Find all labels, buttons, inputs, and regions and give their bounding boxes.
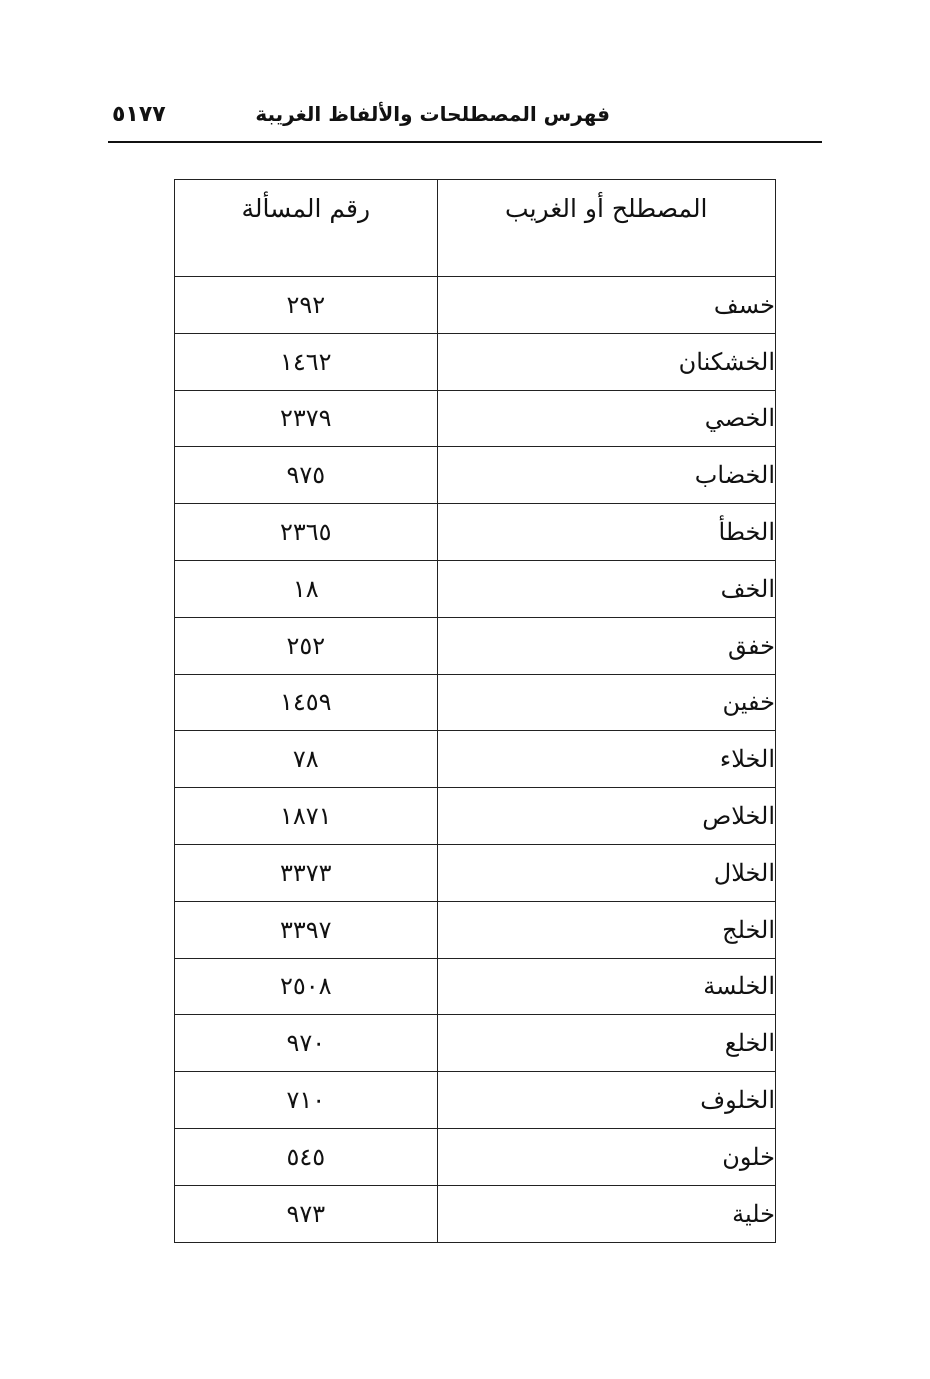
- number-cell: ١٤٥٩: [175, 674, 438, 731]
- table-row: [175, 1015, 776, 1072]
- number-cell: ٩٧٣: [175, 1185, 438, 1242]
- term-cell: الخصي: [437, 390, 775, 447]
- header-rule: [108, 141, 822, 143]
- term-cell: الخطأ: [437, 504, 775, 561]
- number-cell: ٣٣٩٧: [175, 901, 438, 958]
- term-cell: الخف: [437, 560, 775, 617]
- header-number: رقم المسألة: [175, 180, 438, 277]
- running-title: فهرس المصطلحات والألفاظ الغريبة: [255, 102, 610, 126]
- term-cell: خلية: [437, 1185, 775, 1242]
- table-row: [175, 1072, 776, 1129]
- term-cell: الخلع: [437, 1015, 775, 1072]
- term-cell: الخلال: [437, 844, 775, 901]
- table-row: [175, 1128, 776, 1185]
- table-row: [175, 731, 776, 788]
- term-cell: الخلاص: [437, 788, 775, 845]
- table-row: [175, 390, 776, 447]
- number-cell: ٧١٠: [175, 1072, 438, 1129]
- term-cell: خفين: [437, 674, 775, 731]
- number-cell: ٢٥٠٨: [175, 958, 438, 1015]
- term-cell: الخلاء: [437, 731, 775, 788]
- number-cell: ١٨: [175, 560, 438, 617]
- table-row: [175, 504, 776, 561]
- index-table: [174, 179, 776, 1243]
- table-row: [175, 901, 776, 958]
- number-cell: ١٤٦٢: [175, 333, 438, 390]
- page-header: [108, 100, 822, 136]
- page-number: ٥١٧٧: [112, 102, 166, 127]
- table-row: [175, 447, 776, 504]
- term-cell: الخلسة: [437, 958, 775, 1015]
- table-header-row: [175, 180, 776, 277]
- table-row: [175, 277, 776, 334]
- number-cell: ٥٤٥: [175, 1128, 438, 1185]
- number-cell: ٣٣٧٣: [175, 844, 438, 901]
- term-cell: الخضاب: [437, 447, 775, 504]
- number-cell: ٢٥٢: [175, 617, 438, 674]
- table-row: [175, 674, 776, 731]
- number-cell: ٩٧٥: [175, 447, 438, 504]
- number-cell: ٢٣٧٩: [175, 390, 438, 447]
- table-row: [175, 1185, 776, 1242]
- table-row: [175, 844, 776, 901]
- term-cell: الخشكنان: [437, 333, 775, 390]
- number-cell: ١٨٧١: [175, 788, 438, 845]
- table-row: [175, 560, 776, 617]
- number-cell: ٢٩٢: [175, 277, 438, 334]
- table-row: [175, 788, 776, 845]
- table-row: [175, 958, 776, 1015]
- term-cell: الخلوف: [437, 1072, 775, 1129]
- header-term: المصطلح أو الغريب: [437, 180, 775, 277]
- table-row: [175, 617, 776, 674]
- number-cell: ٩٧٠: [175, 1015, 438, 1072]
- term-cell: خفق: [437, 617, 775, 674]
- number-cell: ٧٨: [175, 731, 438, 788]
- term-cell: خلون: [437, 1128, 775, 1185]
- table-row: [175, 333, 776, 390]
- term-cell: خسف: [437, 277, 775, 334]
- number-cell: ٢٣٦٥: [175, 504, 438, 561]
- term-cell: الخلج: [437, 901, 775, 958]
